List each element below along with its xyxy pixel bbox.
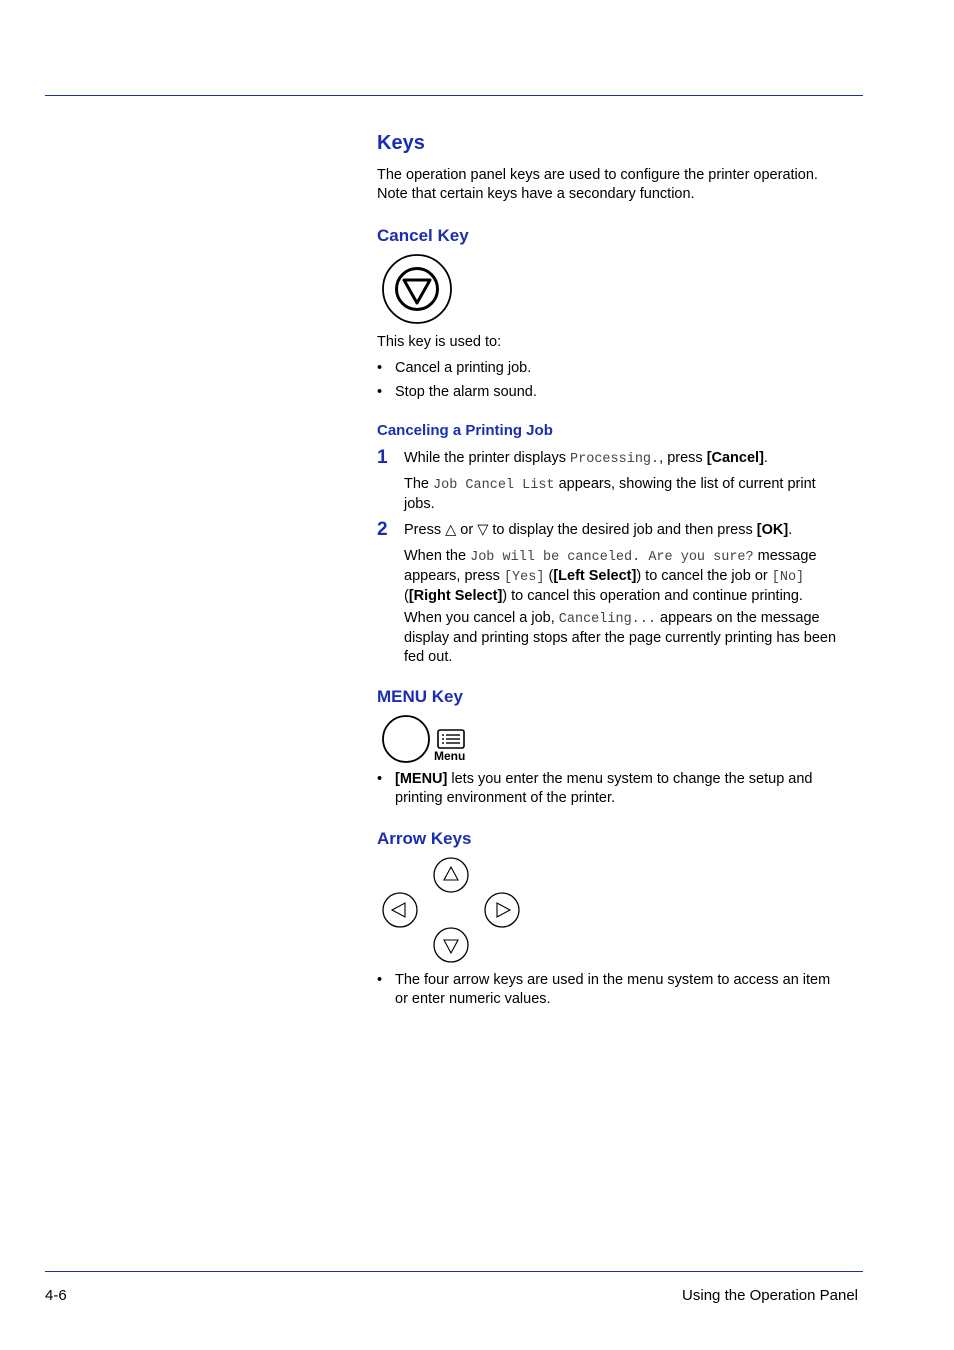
menu-key-heading: MENU Key: [377, 687, 463, 706]
page-number: 4-6: [45, 1287, 67, 1304]
up-arrow-icon: △: [445, 522, 457, 538]
step-number-2: 2: [377, 519, 388, 540]
arrow-keys-heading: Arrow Keys: [377, 829, 472, 848]
step-1-text: While the printer displays Processing., press [Cancel].: [404, 450, 768, 467]
step-number-1: 1: [377, 447, 388, 468]
footer-rule: [45, 1271, 863, 1272]
keys-intro-line1: The operation panel keys are used to configure the printer operation.: [377, 167, 818, 183]
arrow-keys-icon: [380, 856, 525, 966]
cancel-key-heading: Cancel Key: [377, 226, 469, 245]
cancel-key-icon: [382, 254, 452, 324]
step-2-confirm: When the Job will be canceled. Are you sure? message appears, press [Yes] ([Left Select]) to cancel the job or [No] ([Right Select]) to cancel this operation and continue printing.: [404, 548, 817, 604]
cancel-key-used-for: This key is used to:: [377, 334, 502, 350]
canceling-job-heading: Canceling a Printing Job: [377, 422, 553, 439]
down-arrow-key-icon: [434, 928, 468, 962]
step-2-text: Press △ or ▽ to display the desired job and then press [OK].: [404, 522, 793, 538]
step-2-cancel-result: When you cancel a job, Canceling... appears on the message display and printing stops after the page currently printing has been fed out.: [404, 610, 837, 665]
left-arrow-key-icon: [383, 893, 417, 927]
menu-icon-label: Menu: [434, 749, 466, 763]
header-rule: [45, 95, 863, 96]
right-arrow-key-icon: [485, 893, 519, 927]
footer-section-title: Using the Operation Panel: [682, 1287, 858, 1304]
down-arrow-icon: ▽: [477, 522, 489, 538]
step-1-detail: The Job Cancel List appears, showing the list of current print jobs.: [404, 476, 816, 512]
up-arrow-key-icon: [434, 858, 468, 892]
keys-intro: [377, 166, 857, 204]
keys-intro-line2: Note that certain keys have a secondary function.: [377, 186, 695, 202]
keys-heading: Keys: [377, 132, 425, 154]
